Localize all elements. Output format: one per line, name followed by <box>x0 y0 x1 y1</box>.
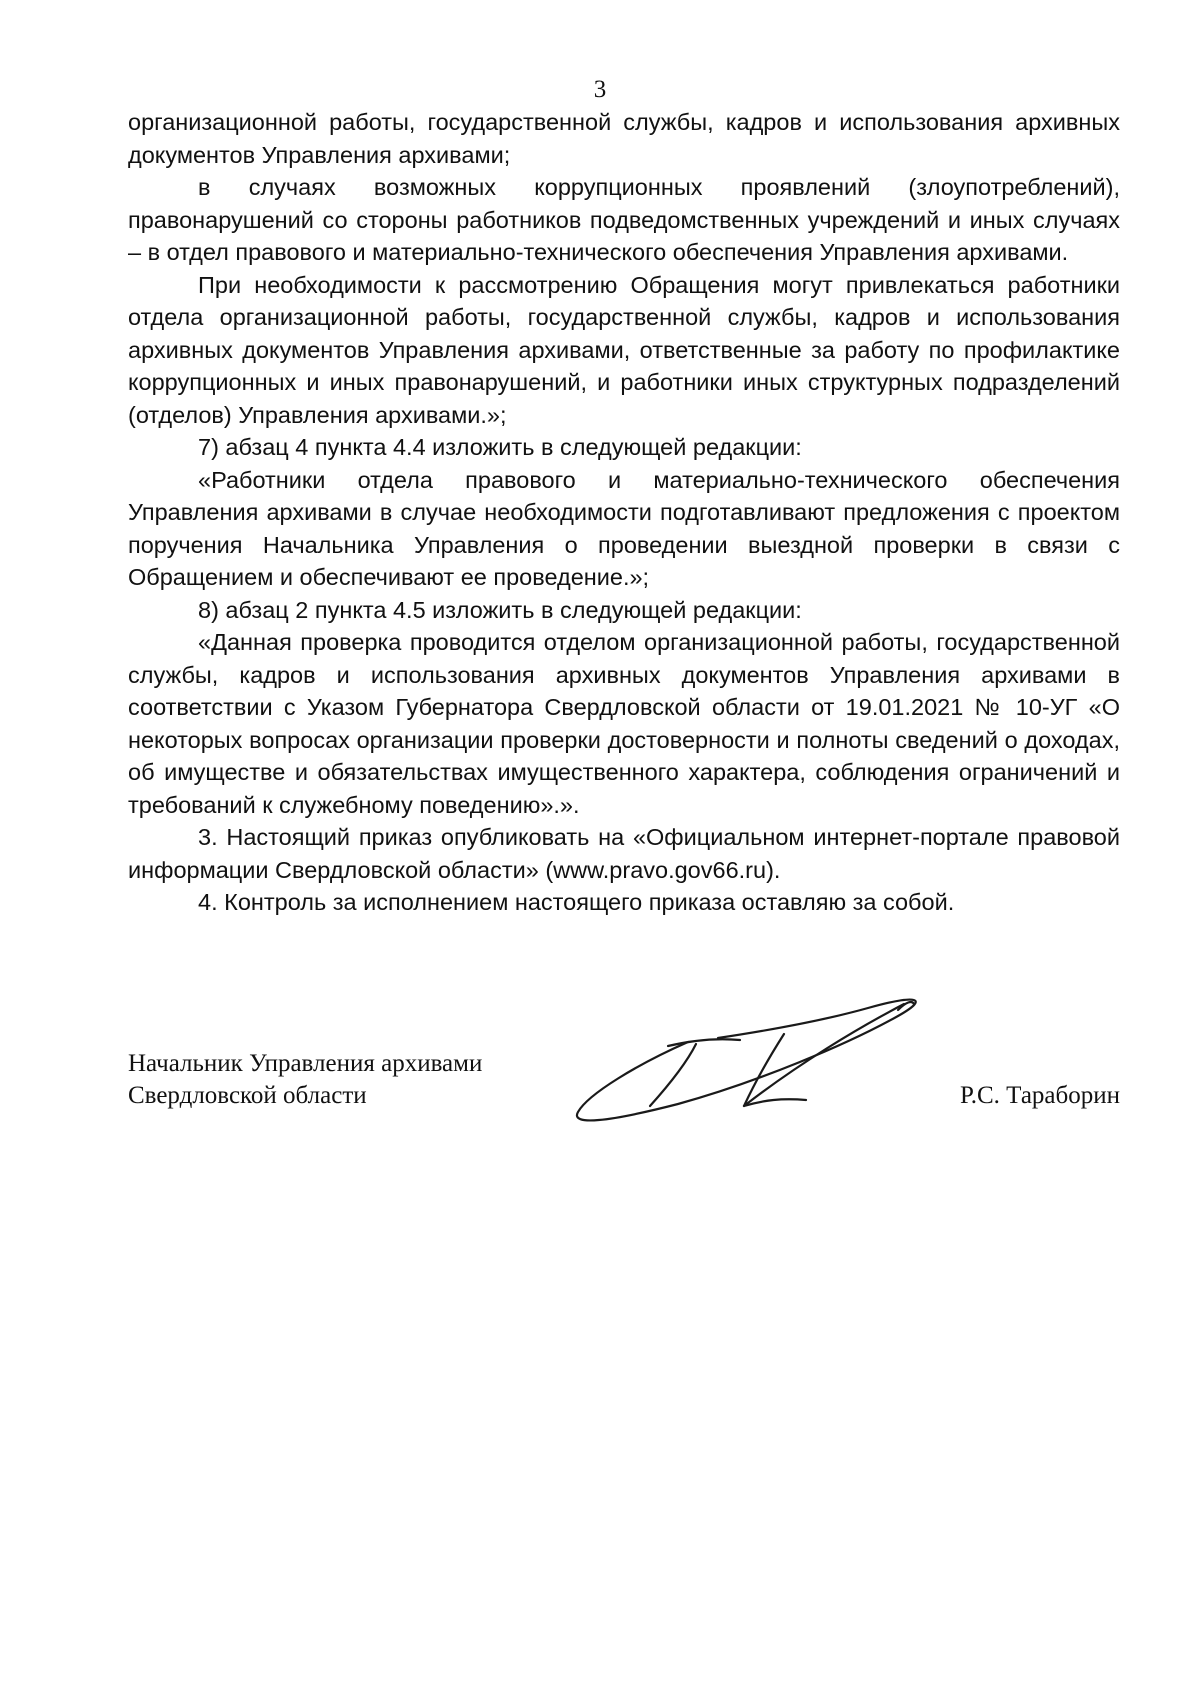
signer-name: Р.С. Тараборин <box>959 1082 1120 1109</box>
signer-title-line-2: Свердловской области <box>128 1082 367 1109</box>
paragraph-item-8-text: «Данная проверка проводится отделом организационной работы, государственной службы, кадров и использования архивных документов Управления архивами в соответствии с Указом Губернатора Свердловской области от 19.01.2021 № 10-УГ «О некоторых вопросах организации проверки достоверности и полноты сведений о доходах, об имуществе и обязательствах имущественного характера, соблюдения ограничений и требований к служебному поведению».». <box>128 629 1120 818</box>
paragraph-item-7-text: «Работники отдела правового и материально-технического обеспечения Управления архивами в случае необходимости подготавливают предложения с проектом поручения Начальника Управления о проведении выездной проверки в связи с Обращением и обеспечивают ее проведение.»; <box>128 466 1120 590</box>
signer-title <box>128 1048 482 1112</box>
handwritten-signature <box>568 994 938 1124</box>
paragraph-continuation: организационной работы, государственной службы, кадров и использования архивных документов Управления архивами; <box>128 109 1120 168</box>
signer-title-line-1: Начальник Управления архивами <box>128 1050 483 1077</box>
paragraph-item-7: 7) абзац 4 пункта 4.4 изложить в следующей редакции: <box>198 434 802 460</box>
page-number: 3 <box>593 76 607 103</box>
paragraph-control: 4. Контроль за исполнением настоящего приказа оставляю за собой. <box>198 889 955 915</box>
paragraph-corruption-cases: в случаях возможных коррупционных проявлений (злоупотреблений), правонарушений со стороны работников подведомственных учреждений и иных случаях – в отдел правового и материально-технического обеспечения Управления архивами. <box>128 174 1120 265</box>
document-body <box>128 106 1120 919</box>
paragraph-publish: 3. Настоящий приказ опубликовать на «Официальном интернет-портале правовой информации Свердловской области» (www.pravo.gov66.ru). <box>128 824 1120 883</box>
paragraph-involvement: При необходимости к рассмотрению Обращения могут привлекаться работники отдела организационной работы, государственной службы, кадров и использования архивных документов Управления архивами, ответственные за работу по профилактике коррупционных и иных правонарушений, и работники иных структурных подразделений (отделов) Управления архивами.»; <box>128 271 1120 428</box>
paragraph-item-8: 8) абзац 2 пункта 4.5 изложить в следующей редакции: <box>198 596 802 623</box>
signature-block <box>128 1048 1120 1148</box>
